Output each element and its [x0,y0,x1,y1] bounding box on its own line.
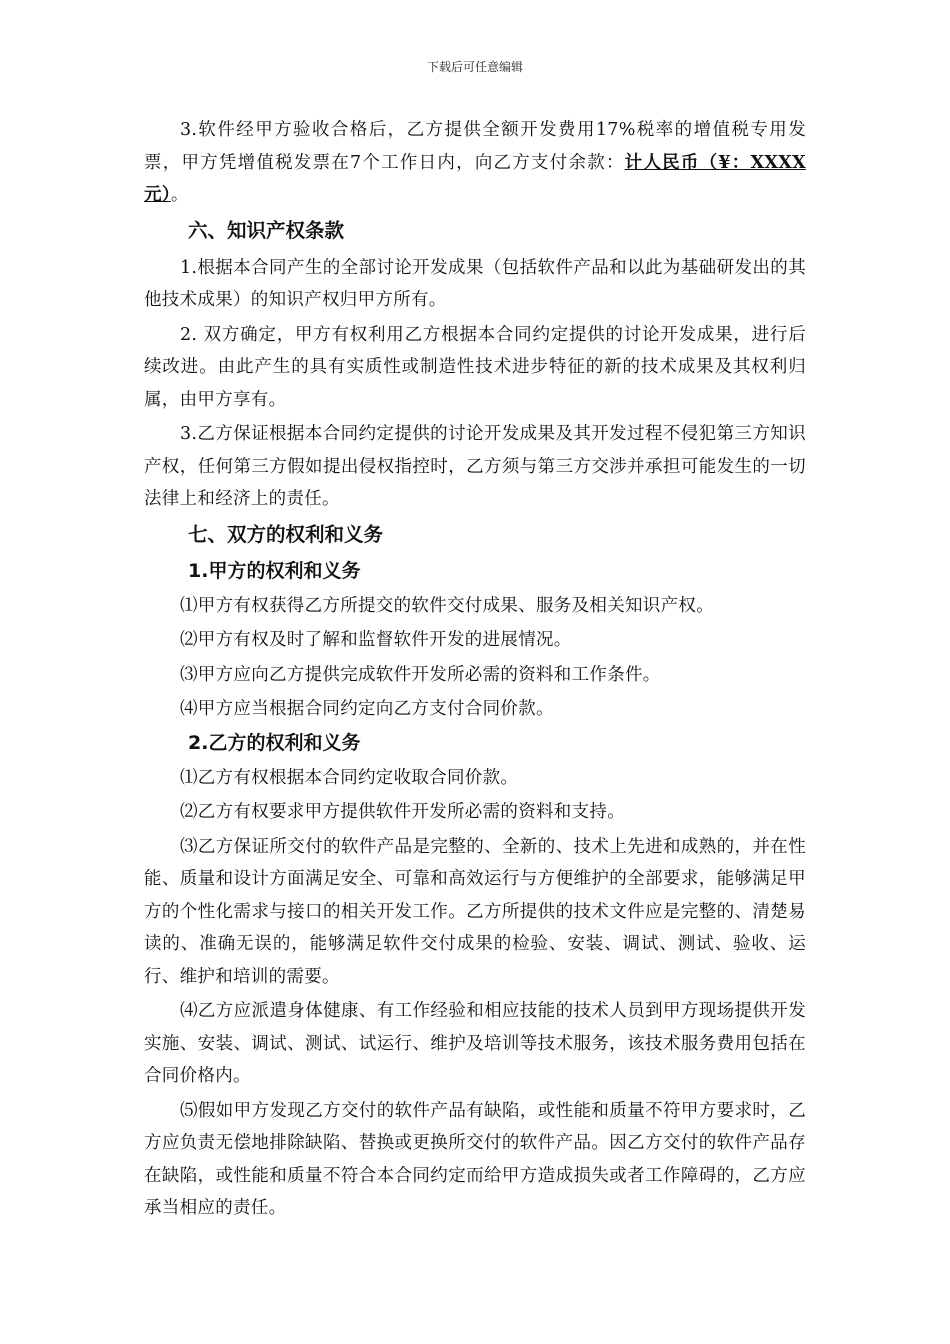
clause-6-2: 2. 双方确定，甲方有权利用乙方根据本合同约定提供的讨论开发成果，进行后续改进。由此产生的具有实质性或制造性技术进步特征的新的技术成果及其权利归属，由甲方享有。 [144,324,806,410]
party-b-item: ⑸假如甲方发现乙方交付的软件产品有缺陷，或性能和质量不符甲方要求时，乙方应负责无偿地排除缺陷、替换或更换所交付的软件产品。因乙方交付的软件产品存在缺陷，或性能和质量不符合本合同约定而给甲方造成损失或者工作障碍的，乙方应承当相应的责任。 [144,1100,806,1218]
party-b-item: ⑷乙方应派遣身体健康、有工作经验和相应技能的技术人员到甲方现场提供开发实施、安装、调试、测试、试运行、维护及培训等技术服务，该技术服务费用包括在合同价格内。 [144,1001,806,1086]
party-a-item: ⑷甲方应当根据合同约定向乙方支付合同价款。 [180,699,554,719]
document-body [144,114,806,1227]
party-a-item: ⑴甲方有权获得乙方所提交的软件交付成果、服务及相关知识产权。 [180,595,714,616]
subsection-party-a-heading: 1.甲方的权利和义务 [188,559,361,582]
clause-6-3: 3.乙方保证根据本合同约定提供的讨论开发成果及其开发过程不侵犯第三方知识产权，任何第三方假如提出侵权指控时，乙方须与第三方交涉并承担可能发生的一切法律上和经济上的责任。 [144,424,806,509]
section-7-heading: 七、双方的权利和义务 [188,522,384,546]
page-header: 下载后可任意编辑 [426,60,523,74]
clause-5-3 [144,114,806,212]
clause-5-3-tail: 。 [170,185,189,205]
party-b-item: ⑴乙方有权根据本合同约定收取合同价款。 [180,767,519,788]
clause-5-3-text: 3.软件经甲方验收合格后，乙方提供全额开发费用17%税率的增值税专用发票，甲方凭增值税发票在7个工作日内，向乙方支付余款： [144,120,806,173]
payment-amount: 计人民币（¥：XXXX元） [144,152,806,205]
party-b-item: ⑶乙方保证所交付的软件产品是完整的、全新的、技术上先进和成熟的，并在性能、质量和设计方面满足安全、可靠和高效运行与方便维护的全部要求，能够满足甲方的个性化需求与接口的相关开发工作。乙方所提供的技术文件应是完整的、清楚易读的、准确无误的，能够满足软件交付成果的检验、安装、调试、测试、验收、运行、维护和培训的需要。 [144,836,806,987]
subsection-party-b-heading: 2.乙方的权利和义务 [188,731,361,754]
party-a-item: ⑶甲方应向乙方提供完成软件开发所必需的资料和工作条件。 [180,664,661,685]
section-6-heading: 六、知识产权条款 [188,218,345,242]
party-a-item: ⑵甲方有权及时了解和监督软件开发的进展情况。 [180,630,572,650]
party-b-item: ⑵乙方有权要求甲方提供软件开发所必需的资料和支持。 [180,802,625,822]
clause-6-1: 1.根据本合同产生的全部讨论开发成果（包括软件产品和以此为基础研发出的其他技术成果）的知识产权归甲方所有。 [144,257,806,310]
